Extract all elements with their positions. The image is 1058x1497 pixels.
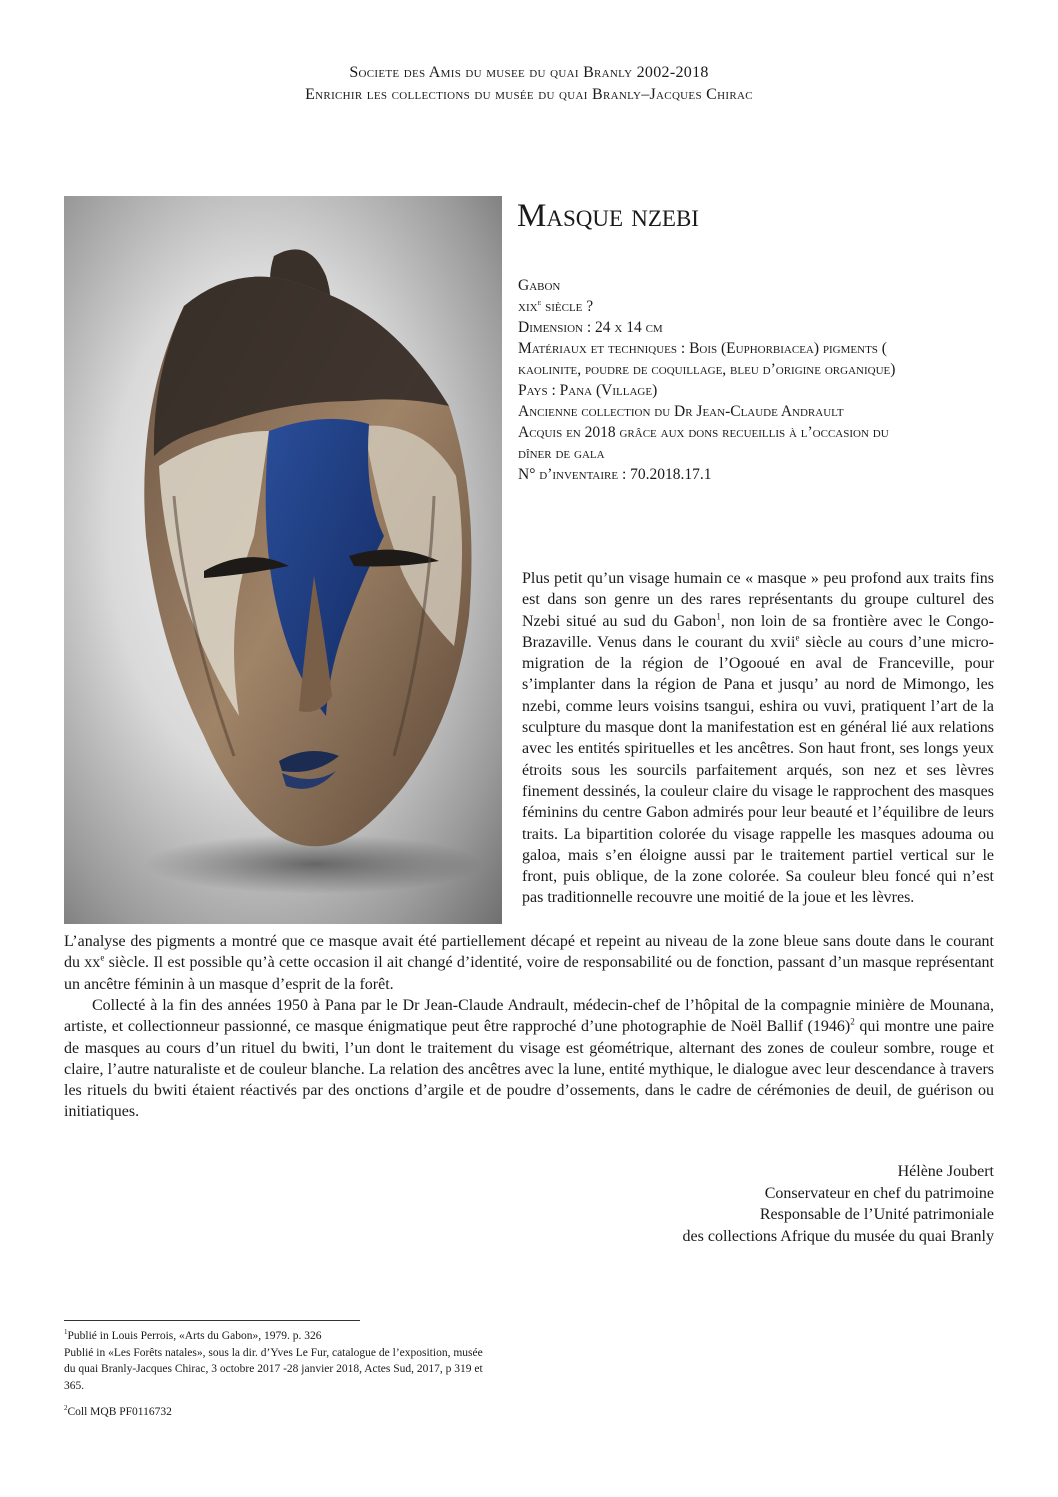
- meta-pays: Pays : Pana (Village): [518, 382, 658, 399]
- header-line-1: Societe des Amis du musee du quai Branly 2002-2018: [349, 64, 709, 81]
- meta-acquis-2: dîner de gala: [518, 445, 605, 462]
- mask-photo: [64, 196, 502, 924]
- footnote-1-continued: Publié in «Les Forêts natales», sous la dir. d’Yves Le Fur, catalogue de l’exposition, musée du quai Branly-Jacques Chirac, 3 octobre 2017 -28 janvier 2018, Actes Sud, 2017, p 319 et 365.: [64, 1346, 483, 1392]
- author-role-1: Conservateur en chef du patrimoine: [764, 1184, 994, 1202]
- mask-illustration: [64, 196, 502, 924]
- meta-materials-1: Matériaux et techniques : Bois (Euphorbiacea) pigments (: [518, 340, 887, 357]
- meta-acquis-1: Acquis en 2018 grâce aux dons recueillis à l’occasion du: [518, 424, 889, 441]
- footnote-divider: [64, 1320, 360, 1321]
- artwork-title: Masque nzebi: [517, 198, 699, 234]
- artwork-metadata: [518, 275, 1008, 485]
- body-paragraph-1: Plus petit qu’un visage humain ce « masque » peu profond aux traits fins est dans son genre un des rares représentants du groupe culturel des Nzebi situé au sud du Gabon$^1$, non loin de sa frontière avec le Congo-Brazaville. Venus dans le courant du xvii$^e$ siècle au cours d’une micro-migration de la région de l’Ogooué en aval de Franceville, pour s’implanter dans la région de Pana et jusqu’ au nord de Mimongo, les nzebi, comme leurs voisins tsangui, eshira ou vuvi, pratiquent l’art de la sculpture du masque dont la manifestation est en général lié aux relations avec les entités spirituelles et les ancêtres. Son haut front, ses longs yeux étroits sous les sourcils parfaitement arqués, son nez et ses lèvres finement dessinés, la couleur claire du visage le rapprochent des masques féminins du centre Gabon admirés pour leur beauté et l’équilibre de leurs traits. La bipartition colorée du visage rappelle les masques adouma ou galoa, mais s’en éloigne aussi par le traitement partiel vertical sur le front, puis oblique, de la zone colorée. Sa couleur bleu foncé qui n’est pas traditionnelle recouvre une moitié de la joue et les lèvres.: [522, 570, 995, 907]
- footnote-1: $^1$Publié in Louis Perrois, «Arts du Gabon», 1979. p. 326: [64, 1328, 322, 1342]
- meta-collection: Ancienne collection du Dr Jean-Claude Andrault: [518, 403, 844, 420]
- footnotes: [64, 1328, 494, 1421]
- body-paragraph-2: Collecté à la fin des années 1950 à Pana par le Dr Jean-Claude Andrault, médecin-chef de l’hôpital de la compagnie minière de Mounana, artiste, et collectionneur passionné, ce masque énigmatique peut être rapproché d’une photographie de Noël Ballif $(1946)^2$ qui montre une paire de masques au cours d’un rituel du bwiti, l’un dont le traitement du visage est géométrique, alternant des zones de couleur sombre, rouge et claire, l’autre naturaliste et de couleur blanche. La relation des ancêtres avec la lune, entité mythique, le dialogue avec leur descendance à travers les rituels du bwiti étaient réactivés par des onctions d’argile et de poudre d’ossements, dans le cadre de cérémonies de deuil, de guérison ou initiatiques.: [64, 997, 995, 1121]
- meta-materials-2: kaolinite, poudre de coquillage, bleu d’origine organique): [518, 361, 896, 378]
- author-signature: [683, 1161, 994, 1247]
- body-paragraph-1-continued: L’analyse des pigments a montré que ce masque avait été partiellement décapé et repeint au niveau de la zone bleue sans doute dans le courant du $xx^e$ siècle. Il est possible qu’à cette occasion il ait changé d’identité, voire de responsabilité ou de fonction, passant d’un masque représentant un ancêtre féminin à un masque d’esprit de la forêt.: [64, 933, 995, 993]
- meta-inventaire: N° d’inventaire : 70.2018.17.1: [518, 466, 712, 483]
- meta-century: xix$^e$ siècle ?: [518, 296, 594, 315]
- meta-dimension: Dimension : 24 x 14 cm: [518, 319, 663, 336]
- author-role-3: des collections Afrique du musée du quai Branly: [682, 1227, 994, 1245]
- author-role-2: Responsable de l’Unité patrimoniale: [759, 1206, 994, 1223]
- page-header: [0, 62, 1058, 106]
- meta-country: Gabon: [518, 277, 561, 294]
- header-line-2: Enrichir les collections du musée du quai Branly–Jacques Chirac: [305, 86, 753, 103]
- author-name: Hélène Joubert: [897, 1163, 994, 1180]
- footnote-2: $^2$Coll MQB PF0116732: [64, 1404, 172, 1418]
